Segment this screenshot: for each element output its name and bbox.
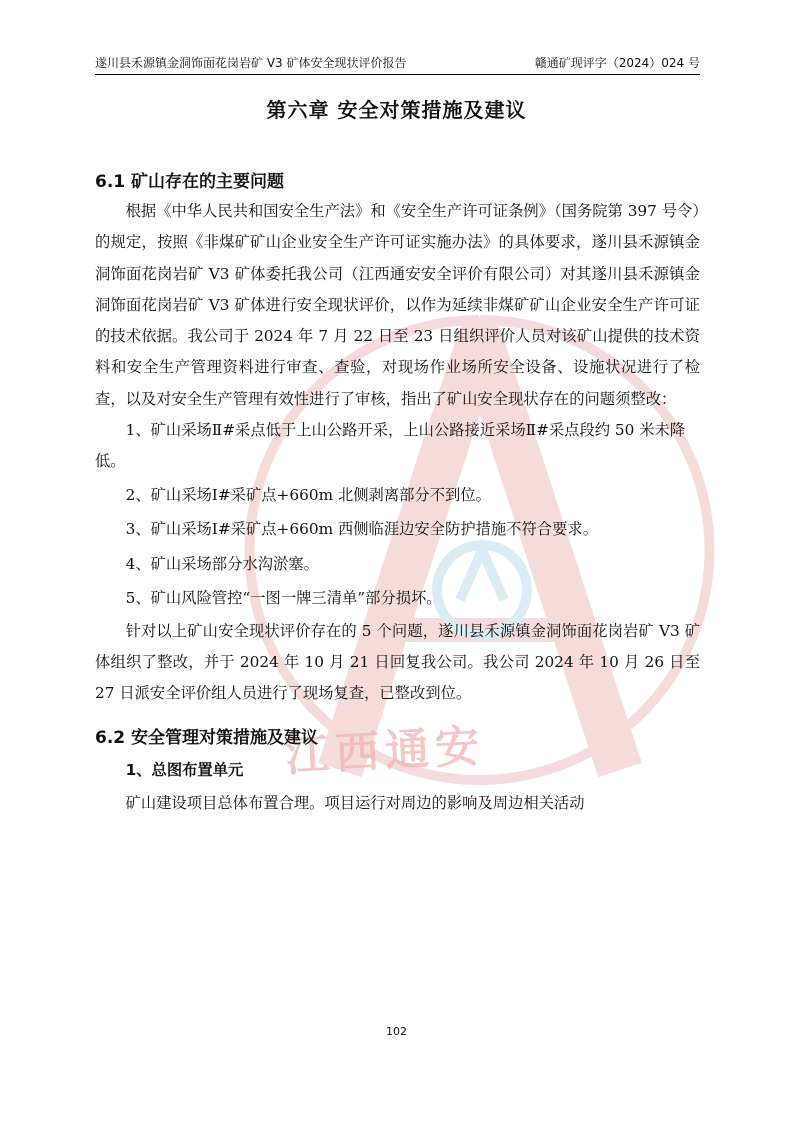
watermark-text: 江西通安: [284, 720, 487, 783]
section-6-2-title: 6.2 安全管理对策措施及建议: [95, 727, 319, 748]
page-content: [95, 168, 700, 819]
header-report-number: 赣通矿现评字（2024）024 号: [534, 56, 700, 70]
section-6-1-intro: 根据《中华人民共和国安全生产法》和《安全生产许可证条例》（国务院第 397 号令）的规定，按照《非煤矿矿山企业安全生产许可证实施办法》的具体要求，遂川县禾源镇金洞饰面花岗岩矿 V3 矿体委托我公司（江西通安安全评价有限公司）对其遂川县禾源镇金洞饰面花岗岩矿 V3 矿体进行安全现状评价，以作为延续非煤矿矿山企业安全生产许可证的技术依据。我公司于 2024 年 7 月 22 日至 23 日组织评价人员对该矿山提供的技术资料和安全生产管理资料进行审查、查验，对现场作业场所安全设备、设施状况进行了检查，以及对安全生产管理有效性进行了审核，指出了矿山安全现状存在的问题须整改：: [95, 202, 700, 408]
section-6-1-title: 6.1 矿山存在的主要问题: [95, 172, 285, 192]
chapter-title: 第六章 安全对策措施及建议: [266, 98, 527, 122]
problem-item-3: 3、矿山采场Ⅰ#采矿点+660m 西侧临涯边安全防护措施不符合要求。: [125, 520, 598, 539]
problem-item-2: 2、矿山采场Ⅰ#采矿点+660m 北侧剥离部分不到位。: [125, 485, 491, 504]
header-report-title: 遂川县禾源镇金洞饰面花岗岩矿 V3 矿体安全现状评价报告: [95, 56, 407, 70]
page-number: 102: [386, 1025, 407, 1038]
problem-item-5: 5、矿山风险管控“一图一牌三清单”部分损坏。: [125, 589, 442, 608]
page-header: [95, 54, 700, 75]
subsection-text: 矿山建设项目总体布置合理。项目运行对周边的影响及周边相关活动: [125, 793, 585, 812]
problem-item-4: 4、矿山采场部分水沟淤塞。: [125, 554, 319, 573]
problem-item-1: 1、矿山采场Ⅱ#采点低于上山公路开采，上山公路接近采场Ⅱ#采点段约 50 米未降低。: [95, 421, 686, 471]
section-6-1-conclusion: 针对以上矿山安全现状评价存在的 5 个问题，遂川县禾源镇金洞饰面花岗岩矿 V3 矿体组织了整改，并于 2024 年 10 月 21 日回复我公司。我公司 2024 年 10 月 26 日至 27 日派安全评价组人员进行了现场复查，已整改到位。: [95, 621, 700, 703]
subsection-title: 1、总图布置单元: [125, 760, 244, 779]
